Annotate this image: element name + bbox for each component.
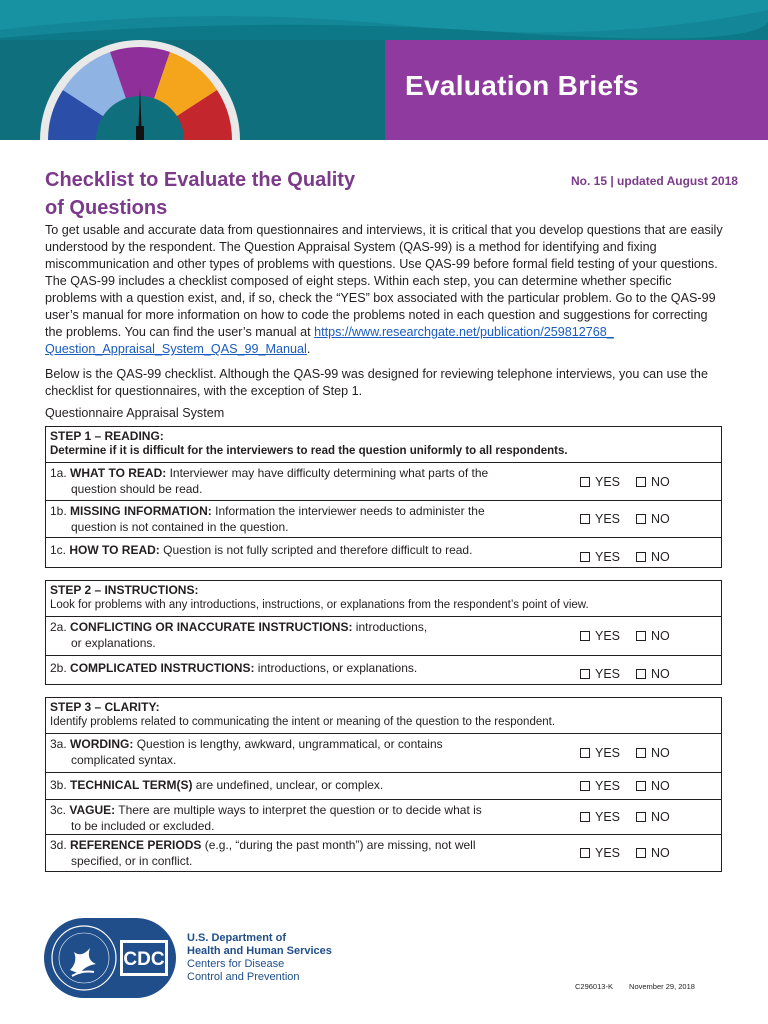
below-paragraph: Below is the QAS-99 checklist. Although the QAS-99 was designed for reviewing telephone interviews, you can use the checklist for questionnaires, with the exception of Step 1. — [45, 367, 708, 398]
step-header — [46, 581, 721, 617]
yes-no-options — [574, 773, 721, 799]
table-row — [46, 463, 721, 500]
page-title-line1: Checklist to Evaluate the Quality — [45, 169, 356, 191]
table-row — [46, 617, 721, 655]
table-label: Questionnaire Appraisal System — [45, 406, 225, 420]
header-wave-pattern — [0, 0, 768, 40]
row-text: 1c. HOW TO READ: Question is not fully scripted and therefore difficult to read. — [50, 543, 473, 557]
intro-paragraph: To get usable and accurate data from questionnaires and interviews, it is critical that you develop questions that are easily understood by the respondent. The Question Appraisal System (QAS-99) is a method for identifying and fixing miscommunication and other types of problems with questions. Use QAS-99 before formal field testing of your questions. The QAS-99 includes a checklist composed of eight steps. Within each step, you can determine whether specific problems with a question exist, and, if so, check the “YES” box associated with the particular problem. Go to the QAS-99 user’s manual for more information on how to code the problems noted in each question and suggestions for correcting the problems. You can find the user’s manual at https://www.researchgate.net/publication/259812768_ Question_Appraisal_System_QAS_99_Manual. — [45, 223, 723, 356]
page-title-line2: of Questions — [45, 197, 168, 219]
yes-no-options — [574, 501, 721, 537]
row-text: 3d. REFERENCE PERIODS (e.g., “during the past month”) are missing, not well specified, or in conflict. — [50, 838, 476, 868]
issue-number: No. 15 | updated August 2018 — [571, 174, 738, 188]
intro-text: To get usable and accurate data from questionnaires and interviews, it is critical that you develop questions that are easily understood by the respondent. The Question Appraisal System (QAS-99) is a method for identifying and fixing miscommunication and other types of problems with questions. Use QAS-99 before formal field testing of your questions. The QAS-99 includes a checklist composed of eight steps. Within each step, you can determine whether specific problems with a question exist, and, if so, check the “YES” box associated with the particular problem. Go to the QAS-99 user’s manual for more information on how to code the problems noted in each question and suggestions for correcting the problems. You can find the user’s manual at — [45, 223, 723, 339]
yes-checkbox[interactable]: YES — [580, 475, 620, 489]
publication-codes — [575, 982, 709, 991]
row-text: 3a. WORDING: Question is lengthy, awkward, ungrammatical, or contains complicated syntax. — [50, 737, 443, 767]
yes-checkbox[interactable]: YES — [580, 846, 620, 860]
table-row — [46, 834, 721, 871]
row-text: 1a. WHAT TO READ: Interviewer may have difficulty determining what parts of the question should be read. — [50, 466, 489, 496]
table-row — [46, 799, 721, 834]
header-banner — [0, 0, 768, 140]
step-title: STEP 2 – INSTRUCTIONS: — [50, 583, 199, 597]
step-title: STEP 1 – READING: — [50, 429, 164, 443]
step-header — [46, 698, 721, 734]
table-row — [46, 734, 721, 772]
yes-no-options — [574, 656, 721, 684]
no-checkbox[interactable]: NO — [636, 512, 670, 526]
step-header — [46, 427, 721, 463]
row-text: 2b. COMPLICATED INSTRUCTIONS: introductions, or explanations. — [50, 661, 418, 675]
yes-checkbox[interactable]: YES — [580, 629, 620, 643]
row-text: 1b. MISSING INFORMATION: Information the interviewer needs to administer the question is not contained in the question. — [50, 504, 485, 534]
hhs-cdc-logo — [44, 918, 176, 998]
yes-checkbox[interactable]: YES — [580, 512, 620, 526]
table-row — [46, 500, 721, 537]
no-checkbox[interactable]: NO — [636, 746, 670, 760]
step-3-table — [45, 697, 722, 872]
row-text: 3c. VAGUE: There are multiple ways to interpret the question or to decide what is to be included or excluded. — [50, 803, 482, 833]
manual-link[interactable]: https://www.researchgate.net/publication/259812768_ Question_Appraisal_System_QAS_99_Manual — [45, 325, 614, 356]
yes-no-options — [574, 538, 721, 567]
step-1-table — [45, 426, 722, 568]
pub-code: C296013-K — [575, 982, 613, 991]
step-2-table — [45, 580, 722, 685]
gauge-icon — [40, 40, 240, 140]
no-checkbox[interactable]: NO — [636, 779, 670, 793]
step-title: STEP 3 – CLARITY: — [50, 700, 160, 714]
yes-no-options — [574, 835, 721, 871]
yes-checkbox[interactable]: YES — [580, 746, 620, 760]
table-row — [46, 537, 721, 567]
yes-checkbox[interactable]: YES — [580, 550, 620, 564]
step-description: Determine if it is difficult for the interviewers to read the question uniformly to all respondents. — [50, 445, 568, 457]
department-name: U.S. Department of Health and Human Services Centers for Disease Control and Prevention — [187, 932, 332, 983]
no-checkbox[interactable]: NO — [636, 629, 670, 643]
no-checkbox[interactable]: NO — [636, 667, 670, 681]
yes-no-options — [574, 800, 721, 834]
no-checkbox[interactable]: NO — [636, 550, 670, 564]
yes-no-options — [574, 617, 721, 655]
table-row — [46, 655, 721, 684]
series-title: Evaluation Briefs — [405, 70, 639, 101]
yes-checkbox[interactable]: YES — [580, 810, 620, 824]
yes-checkbox[interactable]: YES — [580, 779, 620, 793]
row-text: 2a. CONFLICTING OR INACCURATE INSTRUCTIONS: introductions, or explanations. — [50, 620, 428, 650]
row-text: 3b. TECHNICAL TERM(S) are undefined, unclear, or complex. — [50, 778, 384, 792]
yes-no-options — [574, 463, 721, 500]
table-row — [46, 772, 721, 799]
step-description: Identify problems related to communicating the intent or meaning of the question to the respondent. — [50, 716, 556, 728]
yes-checkbox[interactable]: YES — [580, 667, 620, 681]
yes-no-options — [574, 734, 721, 772]
no-checkbox[interactable]: NO — [636, 475, 670, 489]
pub-date: November 29, 2018 — [629, 982, 695, 991]
svg-text:CDC: CDC — [123, 949, 165, 970]
no-checkbox[interactable]: NO — [636, 846, 670, 860]
page-title — [45, 166, 375, 222]
no-checkbox[interactable]: NO — [636, 810, 670, 824]
step-description: Look for problems with any introductions, instructions, or explanations from the respondent’s point of view. — [50, 599, 589, 611]
